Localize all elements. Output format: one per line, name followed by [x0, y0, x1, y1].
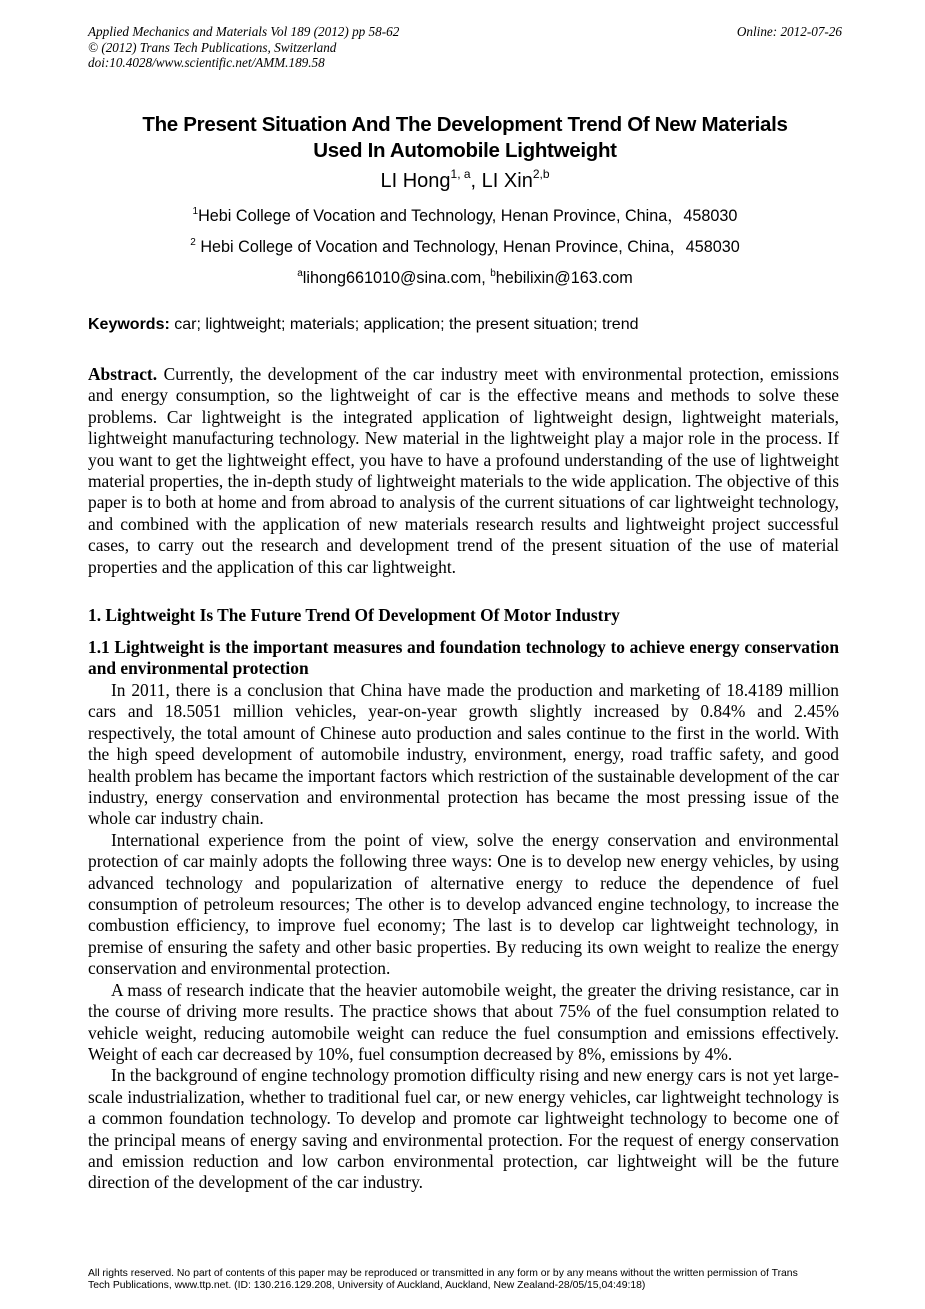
section-body [88, 680, 839, 1194]
abstract [88, 364, 839, 578]
subsection-heading: 1.1 Lightweight is the important measures and foundation technology to achieve energy conservation and environmental protection [88, 637, 839, 679]
author-affiliation-mark: 1, a [450, 167, 471, 181]
footer-line-2: Tech Publications, www.ttp.net. (ID: 130.216.129.208, University of Auckland, Auckland, New Zealand-28/05/15,04:49:18) [88, 1279, 646, 1291]
keywords [88, 315, 842, 335]
copyright-line: © (2012) Trans Tech Publications, Switzerland [88, 39, 337, 55]
footer-line-1: All rights reserved. No part of contents of this paper may be reproduced or transmitted in any form or by any means without the written permission of Trans [88, 1268, 798, 1279]
email-line [88, 268, 842, 288]
title-line-1: The Present Situation And The Development Trend Of New Materials [142, 113, 788, 136]
journal-header [88, 24, 842, 71]
paragraph: International experience from the point of view, solve the energy conservation and environmental protection of car mainly adopts the following three ways: One is to develop new energy vehicles, by using advanced technology and popularization of alternative energy to reduce the dependence of fuel consumption of petroleum resources; The other is to develop advanced engine technology, to increase the combustion efficiency, to improve fuel economy; The last is to develop car lightweight technology, in premise of ensuring the safety and other basic properties. By reducing its own weight to realize the energy conservation and environmental protection. [88, 829, 839, 979]
paragraph: In 2011, there is a conclusion that China have made the production and marketing of 18.4189 million cars and 18.5051 million vehicles, year-on-year growth slightly increased by 0.84% and 2.45% respectively, the total amount of Chinese auto production and sales continue to the first in the world. With the high speed development of automobile industry, environment, energy, road traffic safety, and good health problem has became the important factors which restriction of the sustainable development of the car industry, energy conservation and environmental protection has became the most pressing issue of the whole car industry chain. [88, 680, 839, 829]
author-affiliation-mark: 2,b [532, 167, 550, 181]
affiliation-1 [88, 206, 842, 226]
email-link[interactable]: hebilixin@163.com [495, 269, 633, 287]
rights-footer [88, 1268, 848, 1291]
email-separator: , [481, 269, 491, 287]
paragraph: A mass of research indicate that the heavier automobile weight, the greater the driving resistance, car in the course of driving more results. The practice shows that about 75% of the fuel consumption related to vehicle weight, reducing automobile weight can reduce the fuel consumption and emissions effectively. Weight of each car decreased by 10%, fuel consumption decreased by 8%, emissions by 4%. [88, 979, 839, 1064]
section-heading: 1. Lightweight Is The Future Trend Of Development Of Motor Industry [88, 605, 620, 625]
affiliation-mark: 1 [192, 206, 199, 217]
keywords-label: Keywords: [88, 316, 170, 333]
journal-citation: Applied Mechanics and Materials Vol 189 (2012) pp 58-62 [88, 24, 400, 39]
author-name: LI Hong [380, 170, 451, 192]
title-line-2: Used In Automobile Lightweight [313, 138, 617, 162]
abstract-text: Currently, the development of the car industry meet with environmental protection, emissions and energy consumption, so the lightweight of car is the effective means and methods to solve these problems. Car lightweight is the integrated application of lightweight design, lightweight materials, lightweight manufacturing technology. New material in the lightweight play a major role in the process. If you want to get the lightweight effect, you have to have a profound understanding of the use of lightweight material properties, the in-depth study of lightweight materials to the wide application. The objective of this paper is to both at home and from abroad to analysis of the current situations of car lightweight technology, and combined with the application of new materials research results and lightweight project successful cases, to carry out the research and development trend of the present situation of the use of material properties and the application of this car lightweight. [88, 364, 839, 577]
affiliation-2 [88, 237, 842, 257]
affiliation-text: Hebi College of Vocation and Technology, Henan Province, China，458030 [198, 207, 738, 225]
online-date: Online: 2012-07-26 [736, 24, 842, 39]
affiliation-text: Hebi College of Vocation and Technology, Henan Province, China，458030 [195, 238, 740, 256]
author-list [88, 168, 842, 194]
affiliation-mark: 2 [190, 237, 196, 248]
doi-line: doi:10.4028/www.scientific.net/AMM.189.58 [88, 55, 325, 71]
keywords-text: car; lightweight; materials; application; the present situation; trend [169, 316, 639, 333]
email-mark: b [490, 268, 496, 279]
email-mark: a [297, 268, 303, 279]
abstract-label: Abstract. [88, 364, 158, 384]
paragraph: In the background of engine technology promotion difficulty rising and new energy cars is not yet large-scale industrialization, whether to traditional fuel car, or new energy vehicles, car lightweight technology is a common foundation technology. To develop and promote car lightweight technology to become one of the principal means of energy saving and environmental protection. For the request of energy conservation and emission reduction and low carbon environmental protection, car lightweight will be the future direction of the development of the car industry. [88, 1065, 839, 1193]
author-separator: , [470, 170, 482, 192]
author-name: LI Xin [481, 170, 533, 192]
email-link[interactable]: lihong661010@sina.com [302, 269, 482, 287]
paper-title [88, 112, 842, 163]
